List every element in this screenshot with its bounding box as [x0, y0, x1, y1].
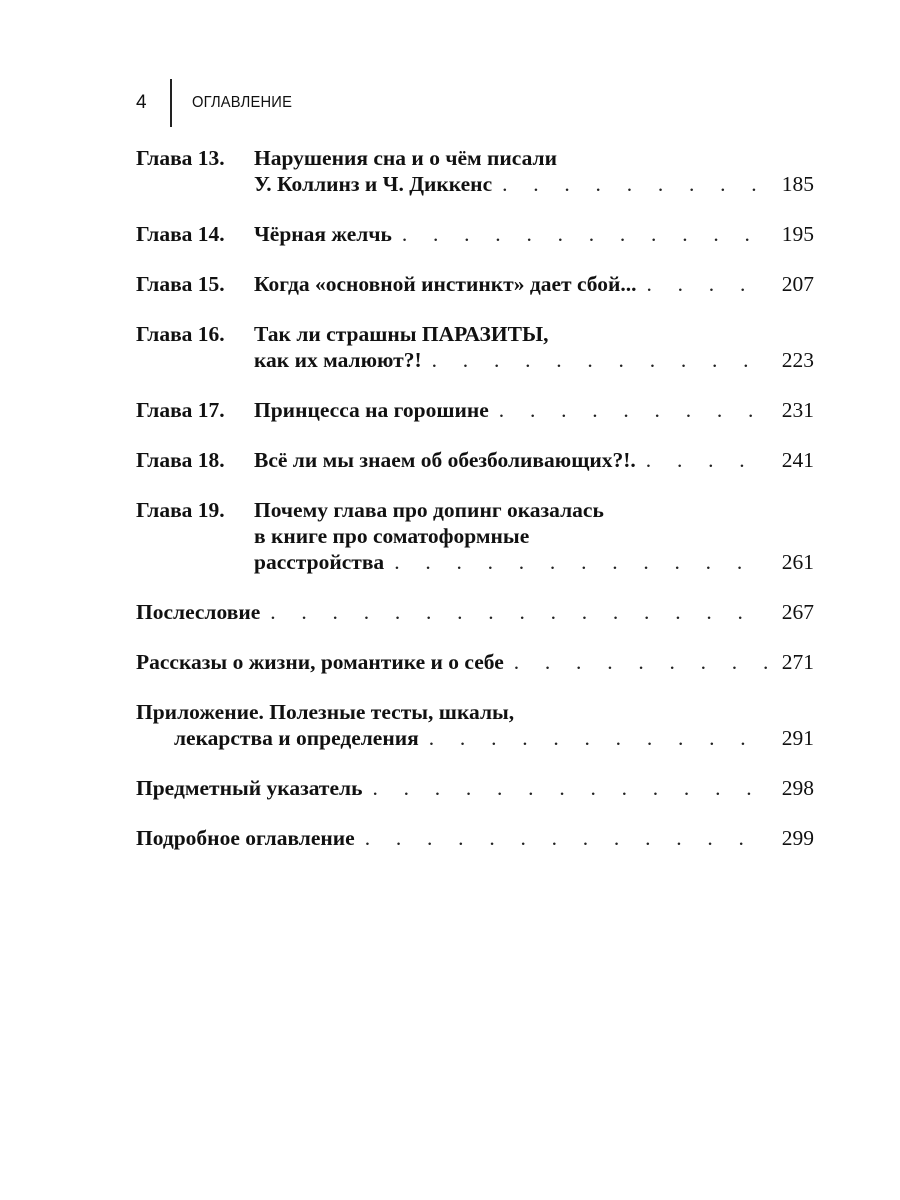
- toc-entry-title-line: Нарушения сна и о чём писали: [254, 146, 557, 170]
- toc-entry-title-line: Когда «основной инстинкт» дает сбой...: [254, 272, 637, 296]
- toc-entry-title-line: расстройства: [254, 550, 385, 574]
- table-of-contents: [136, 145, 814, 875]
- toc-entry-chapter-14[interactable]: [136, 221, 814, 247]
- toc-page-number: 185: [781, 172, 814, 196]
- toc-entry-title-line: Принцесса на горошине: [254, 398, 489, 422]
- toc-entry-title-line: Рассказы о жизни, романтике и о себе: [136, 650, 504, 674]
- toc-entry-title-line: как их малюют?!: [254, 348, 422, 372]
- chapter-label: Глава 18.: [136, 448, 225, 472]
- toc-page-number: 195: [781, 222, 814, 246]
- toc-entry-afterword[interactable]: [136, 599, 814, 625]
- toc-page-number: 223: [781, 348, 814, 372]
- dot-leader: [355, 825, 768, 851]
- toc-page-number: 271: [781, 650, 814, 674]
- toc-page-number: 299: [781, 826, 814, 850]
- toc-entry-title-line: Почему глава про допинг оказалась: [254, 498, 604, 522]
- toc-page-number: 291: [781, 726, 814, 750]
- chapter-label: Глава 19.: [136, 498, 225, 522]
- running-head: [136, 78, 301, 128]
- header-divider: [170, 79, 172, 127]
- dot-leader: [489, 397, 768, 423]
- chapter-label: Глава 16.: [136, 322, 225, 346]
- toc-entry-title-line: Предметный указатель: [136, 776, 363, 800]
- toc-entry-title-line: в книге про соматоформные: [254, 524, 530, 548]
- page-number: 4: [136, 92, 147, 113]
- toc-entry-title-line: Всё ли мы знаем об обезболивающих?!.: [254, 448, 636, 472]
- toc-entry-chapter-17[interactable]: [136, 397, 814, 423]
- toc-entry-detailed-contents[interactable]: [136, 825, 814, 851]
- dot-leader: [260, 599, 768, 625]
- running-head-title: ОГЛАВЛЕНИЕ: [192, 94, 293, 111]
- toc-page-number: 207: [781, 272, 814, 296]
- toc-entry-chapter-15[interactable]: [136, 271, 814, 297]
- toc-entry-appendix[interactable]: [136, 699, 814, 751]
- toc-entry-title-line: Так ли страшны ПАРАЗИТЫ,: [254, 322, 549, 346]
- chapter-label: Глава 17.: [136, 398, 225, 422]
- dot-leader: [362, 775, 768, 801]
- toc-entry-stories[interactable]: [136, 649, 814, 675]
- dot-leader: [504, 649, 768, 675]
- dot-leader: [384, 549, 768, 575]
- toc-entry-title-line: У. Коллинз и Ч. Диккенс: [254, 172, 493, 196]
- chapter-label: Глава 13.: [136, 146, 225, 170]
- dot-leader: [636, 447, 768, 473]
- toc-entry-chapter-13[interactable]: [136, 145, 814, 197]
- toc-entry-title-line: Подробное оглавление: [136, 826, 355, 850]
- dot-leader: [492, 171, 768, 197]
- toc-entry-subject-index[interactable]: [136, 775, 814, 801]
- toc-page-number: 261: [781, 550, 814, 574]
- dot-leader: [422, 347, 768, 373]
- dot-leader: [637, 271, 769, 297]
- chapter-label: Глава 15.: [136, 272, 225, 296]
- toc-page-number: 231: [781, 398, 814, 422]
- dot-leader: [419, 725, 768, 751]
- toc-entry-chapter-19[interactable]: [136, 497, 814, 575]
- chapter-label: Глава 14.: [136, 222, 225, 246]
- toc-entry-title-line: Чёрная желчь: [254, 222, 392, 246]
- toc-page-number: 298: [781, 776, 814, 800]
- toc-page-number: 267: [781, 600, 814, 624]
- toc-entry-title-line: Послесловие: [136, 600, 261, 624]
- toc-entry-chapter-16[interactable]: [136, 321, 814, 373]
- toc-entry-title-line: лекарства и определения: [174, 726, 419, 750]
- toc-entry-title-line: Приложение. Полезные тесты, шкалы,: [136, 700, 515, 724]
- toc-page-number: 241: [781, 448, 814, 472]
- toc-entry-chapter-18[interactable]: [136, 447, 814, 473]
- dot-leader: [392, 221, 768, 247]
